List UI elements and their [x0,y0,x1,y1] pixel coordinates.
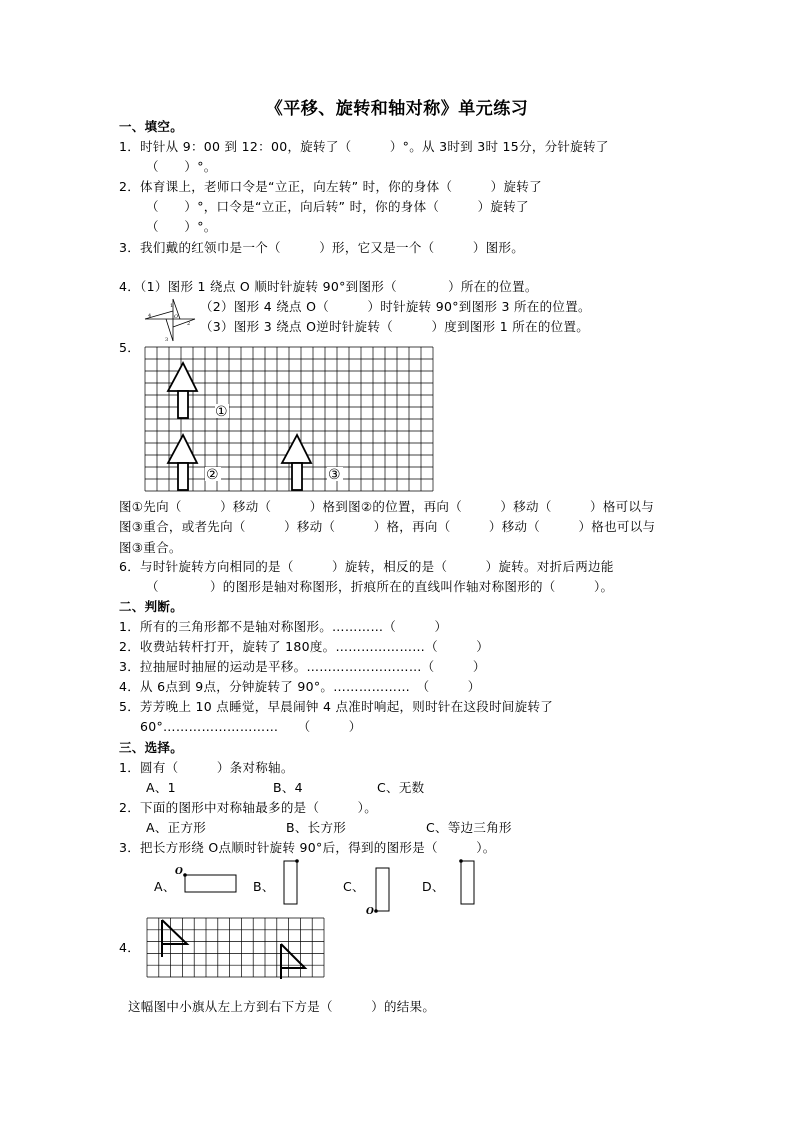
rect-option-b [284,861,297,904]
question-4-line-1: 4．（1）图形 1 绕点 O 顺时针旋转 90°到图形（ ）所在的位置。 [119,279,538,294]
rect-option-a [185,875,236,892]
choice-2-option-a: A、正方形 [146,820,207,835]
question-5-number: 5． [119,340,141,355]
o-label-a: O [175,867,183,877]
question-4-line-2: （2）图形 4 绕点 O（ ）时针旋转 90°到图形 3 所在的位置。 [200,299,591,314]
choice-1-option-c: C、无数 [377,780,425,795]
question-2-line-3: （ ）°。 [146,219,217,234]
choice-3-stem: 3．把长方形绕 O点顺时针旋转 90°后，得到的图形是（ ）。 [119,840,496,855]
arrow-shape-3 [282,435,311,463]
judge-item-1: 1．所有的三角形都不是轴对称图形。…………（ ） [119,619,448,634]
question-6-line-2: （ ）的图形是轴对称图形，折痕所在的直线叫作轴对称图形的（ ）。 [146,579,614,594]
flag-top-left [162,920,187,944]
choice-2-option-c: C、等边三角形 [426,820,512,835]
section-heading-fill: 一、填空。 [119,119,184,134]
arrow-stem-3 [292,463,302,490]
fig-label-1: 1 [170,303,174,309]
rectangle-options [170,858,490,918]
question-1-line-1: 1．时针从 9：00 到 12：00，旋转了（ ）°。从 3时到 3时 15分，分针旋转了 [119,139,609,154]
flag-grid [146,917,324,983]
judge-item-5-line-1: 5．芳芳晚上 10 点睡觉，早晨闹钟 4 点准时响起，则时针在这段时间旋转了 [119,699,554,714]
question-5-line-2: 图③重合，或者先向（ ）移动（ ）格，再向（ ）移动（ ）格也可以与 [119,519,656,534]
translation-grid [144,347,439,491]
choice-4-stem: 这幅图中小旗从左上方到右下方是（ ）的结果。 [128,999,436,1014]
question-2-line-1: 2．体育课上，老师口令是“立正，向左转” 时，你的身体（ ）旋转了 [119,179,542,194]
choice-1-option-a: A、1 [146,780,176,795]
choice-1-option-b: B、4 [273,780,303,795]
flag-bottom-right [281,944,305,968]
fig-label-o: O [174,314,179,320]
rect-option-d [461,861,474,904]
choice-2-option-b: B、长方形 [286,820,347,835]
section-heading-choice: 三、选择。 [119,740,184,755]
choice-3-option-a: A、 [154,879,176,894]
arrow-shape-2 [168,435,197,463]
fig-label-4: 4 [148,313,152,319]
question-6-line-1: 6．与时针旋转方向相同的是（ ）旋转，相反的是（ ）旋转。对折后两边能 [119,559,614,574]
choice-3-option-b: B、 [253,879,275,894]
section-heading-judge: 二、判断。 [119,599,184,614]
fig-label-2: 2 [187,321,191,327]
fig-label-3: 3 [165,337,169,343]
o-label-c: O [366,907,374,917]
rotation-figure [143,297,198,345]
question-4-line-3: （3）图形 3 绕点 O逆时针旋转（ ）度到图形 1 所在的位置。 [200,319,590,334]
arrow-shape-1 [168,363,197,391]
judge-item-3: 3．拉抽屉时抽屉的运动是平移。………………………（ ） [119,659,486,674]
circle-label-1: ① [215,404,228,420]
question-1-line-2: （ ）°。 [146,159,217,174]
question-5-line-3: 图③重合。 [119,540,182,555]
choice-1-stem: 1．圆有（ ）条对称轴。 [119,760,294,775]
judge-item-2: 2．收费站转杆打开，旋转了 180度。…………………（ ） [119,639,490,654]
choice-3-option-c: C、 [343,879,365,894]
page-title: 《平移、旋转和轴对称》单元练习 [265,99,529,119]
rect-option-c [376,868,389,911]
question-5-line-1: 图①先向（ ）移动（ ）格到图②的位置，再向（ ）移动（ ）格可以与 [119,499,655,514]
choice-3-option-d: D、 [422,879,445,894]
circle-label-3: ③ [328,467,341,483]
circle-label-2: ② [206,467,219,483]
judge-item-4: 4．从 6点到 9点，分钟旋转了 90°。……………… （ ） [119,679,481,694]
question-3: 3．我们戴的红领巾是一个（ ）形，它又是一个（ ）图形。 [119,240,525,255]
arrow-stem-2 [178,463,188,490]
choice-2-stem: 2．下面的图形中对称轴最多的是（ ）。 [119,800,378,815]
judge-item-5-line-2: 60°……………………… （ ） [140,719,362,734]
arrow-stem-1 [178,391,188,418]
choice-4-number: 4． [119,940,141,955]
question-2-line-2: （ ）°，口令是“立正，向后转” 时，你的身体（ ）旋转了 [146,199,529,214]
